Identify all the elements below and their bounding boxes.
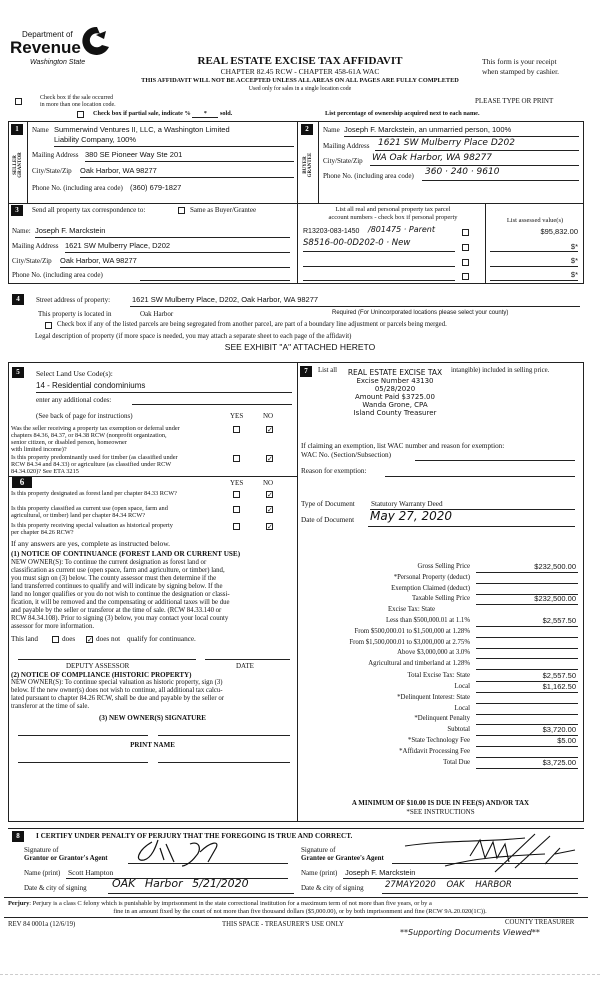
seller-city-label: City/State/Zip [32,167,72,175]
multi-location-label2: in more than one location code. [40,102,116,108]
personal-property-checkbox[interactable] [462,244,469,251]
seller-phone[interactable]: (360) 679-1827 [130,183,182,192]
question-text: chapters 84.36, 84.37, or 84.38 RCW (nonprofit organization, [11,432,167,439]
see-instructions-note: *SEE INSTRUCTIONS [406,808,475,816]
question-text: senior citizen, or disabled person, homeowner [11,439,127,446]
grantor-date-city[interactable]: OAK Harbor 5/21/2020 [112,877,249,890]
corr-city-label: City/State/Zip [12,257,52,265]
underline [476,604,578,605]
divider [4,897,588,898]
tax-row-label: Excise Tax: State [388,606,435,614]
underline [85,161,294,162]
multi-location-label: Check box if the sale occurred [40,95,114,101]
question-text: Was the seller receiving a property tax exemption or deferral under [11,425,180,432]
underline [476,648,578,649]
divider [297,362,298,822]
partial-sale-checkbox[interactable] [77,111,84,118]
assessed-value[interactable]: $* [570,242,578,251]
treasurer-space-label: THIS SPACE - TREASURER'S USE ONLY [222,921,344,928]
notice-line: and payable by the seller or transferor at the time of sale. (RCW 84.33.140 or [11,607,222,614]
assessed-value[interactable]: $* [570,270,578,279]
assessed-value-header: List assessed value(s) [506,217,564,224]
section-8-number: 8 [12,831,24,842]
tax-row-value[interactable]: $3,725.00 [542,757,576,767]
document-type[interactable]: Statutory Warranty Deed [371,500,443,508]
land-use-label: Select Land Use Code(s): [36,369,113,378]
required-note: Required (For Unincorporated locations please select your county) [332,310,509,316]
divider [27,121,28,203]
underline [476,692,578,693]
list-all-label: List all [318,367,338,374]
section-7-number: 7 [300,366,312,377]
question-historic-2: per chapter 84.26 RCW? [11,529,74,536]
qualify-label: qualify for continuance. [127,635,196,643]
assessed-value[interactable]: $* [570,256,578,265]
grantor-agent-label: Grantor or Grantor's Agent [24,854,108,862]
legal-description-label: Legal description of property (if more space is needed, you may attach a separate sheet to each page of the affidavit) [35,333,352,340]
underline [476,658,578,659]
tax-row-label: Total Due [443,758,470,766]
deputy-date-line[interactable] [205,659,290,660]
divider [8,203,584,204]
buyer-city-label: City/State/Zip [323,157,363,165]
notice-line: RCW 84.34.108). Prior to signing (3) below, you may contact your local county [11,615,229,622]
corr-mail-label: Mailing Address [12,242,59,250]
does-not-checkbox-checked[interactable]: ✓ [87,636,93,644]
does-checkbox[interactable] [52,636,59,643]
underline [35,237,290,238]
tax-row-value[interactable]: $5.00 [557,736,576,745]
certification-title: I CERTIFY UNDER PENALTY OF PERJURY THAT THE FOREGOING IS TRUE AND CORRECT. [36,832,353,840]
underline [368,526,575,527]
tax-row-label: *Personal Property (deduct) [393,573,470,581]
underline [65,252,290,253]
tax-row-label: Taxable Selling Price [411,595,470,603]
logo-line3: Washington State [30,59,86,66]
if-any-yes-note: If any answers are yes, complete as instructed below. [11,539,171,548]
question-forest-land: Is this property designated as forest land per chapter 84.33 RCW? [11,490,177,497]
notice-line: land transferred continues to qualify and will indicate by signing below. If the [11,583,223,590]
underline [422,180,579,181]
deputy-assessor-signature-line[interactable] [18,659,196,660]
grantee-date-city-label: Date & city of signing [301,884,364,892]
notice-line: lated pursuant to chapter 84.26 RCW, shall be due and payable by the seller or [11,695,225,702]
yes-checkbox[interactable] [233,491,240,498]
grantee-name-label: Name (print) [301,869,338,877]
tax-row-label: Total Excise Tax: State [407,672,470,680]
chapter-line: CHAPTER 82.45 RCW - CHAPTER 458-61A WAC [220,67,380,76]
used-only-line: Used only for sales in a single location code [248,86,352,92]
corr-phone-label: Phone No. (including area code) [12,271,103,279]
grantee-agent-label: Grantee or Grantee's Agent [301,854,384,862]
underline [343,878,578,879]
stamp-line: Amount Paid $3725.00 [355,393,435,401]
parcel-note[interactable]: S8516-00-0D202-0 · New [303,238,411,248]
reason-label: Reason for exemption: [301,467,367,475]
underline [476,626,578,627]
section-1-number: 1 [11,124,23,135]
street-address[interactable]: 1621 SW Mulberry Place, D202, Oak Harbor, WA 98277 [132,295,319,304]
section-3-number: 3 [11,205,23,216]
does-label: does [62,635,76,643]
supporting-documents-stamp: **Supporting Documents Viewed** [400,928,540,937]
grantor-name-label: Name (print) [24,869,61,877]
buyer-name-label: Name [323,126,340,134]
notice-line: transferor at the time of sale. [11,703,90,710]
segregated-label: Check box if any of the listed parcels are being segregated from another parcel, are part of a boundary line adjustment or parcels being merged. [57,321,447,328]
stamp-line: Wanda Grone, CPA [362,401,428,409]
print-name-line[interactable] [158,762,290,763]
question-current-use: Is this property classified as current use (open space, farm and [11,505,168,512]
list-pct-label: List percentage of ownership acquired next to each name. [325,110,480,117]
logo-line2: Revenue [10,38,81,57]
tax-row-label: Subtotal [447,726,470,734]
parcel-header2: account numbers - check box if personal property [328,214,458,221]
underline [54,146,294,147]
underline [476,669,578,670]
tax-row-label: Local [454,683,470,690]
parcel-header: List all real and personal property tax parcel [335,206,451,213]
divider [8,476,297,477]
seller-grantor-label: SELLER GRANTOR [13,152,23,178]
document-date-label: Date of Document [301,516,355,524]
no-checkbox-checked[interactable]: ✓ [267,491,273,499]
underline [476,703,578,704]
yes-header: YES [230,479,244,487]
divider [318,121,319,203]
partial-sale-label: Check box if partial sale, indicate % * sold. [93,110,233,117]
notice-line: fication, it will be removed and the compensating or additional taxes will be due [11,599,230,606]
new-owner-signature-line[interactable] [18,735,148,736]
no-header: NO [263,479,274,487]
print-name-label: PRINT NAME [130,741,175,749]
underline [108,893,294,894]
notice-line: below. If the new owner(s) does not wish to continue, all additional tax calcu- [11,687,223,694]
underline [344,136,579,137]
section-4-number: 4 [12,294,24,305]
personal-property-checkbox[interactable] [462,229,469,236]
underline [303,280,455,281]
corr-mail[interactable]: 1621 SW Mulberry Place, D202 [65,241,171,250]
corr-city[interactable]: Oak Harbor, WA 98277 [60,256,137,265]
underline [490,251,578,252]
deputy-assessor-label: DEPUTY ASSESSOR [66,662,130,670]
document-date[interactable]: May 27, 2020 [370,509,453,523]
receipt-line1: This form is your receipt [482,57,557,66]
underline [382,893,578,894]
multi-location-checkbox[interactable] [15,98,22,105]
divider [297,121,298,284]
underline [370,165,579,166]
buyer-phone[interactable]: 360 · 240 · 9610 [425,167,500,177]
seller-mail[interactable]: 380 SE Pioneer Way Ste 201 [85,150,183,159]
corr-name[interactable]: Joseph F. Marckstein [35,226,106,235]
tax-row-label: From $1,500,000.01 to $3,000,000 at 2.75% [349,638,470,646]
parcel-note: /801475 · Parent [368,225,436,234]
tax-row-label: Above $3,000,000 at 3.0% [397,649,470,657]
section-2-number: 2 [301,124,313,135]
seller-mail-label: Mailing Address [32,151,79,159]
wac-field[interactable] [415,460,575,461]
parcel-number[interactable]: R13203-083-1450 [303,228,360,235]
underline [140,280,290,281]
buyer-grantee-label: BUYER GRANTEE [303,152,313,178]
perjury-notice [8,900,432,907]
underline [36,392,292,393]
yes-checkbox[interactable] [233,506,240,513]
grantee-printed-name[interactable]: Joseph F. Marckstein [345,868,416,877]
no-checkbox-checked[interactable]: ✓ [267,506,273,514]
tax-row-label: Less than $500,000.01 at 1.1% [385,617,470,624]
question-historic: Is this property receiving special valuation as historical property [11,522,173,529]
segregated-checkbox[interactable] [45,322,52,329]
logo-line1: Department of [22,30,73,39]
seller-name-label: Name [32,126,49,134]
buyer-city[interactable]: WA Oak Harbor, WA 98277 [372,153,493,163]
buyer-mail[interactable]: 1621 SW Mulberry Place D202 [378,138,515,148]
tax-row-value[interactable]: $232,500.00 [534,562,576,571]
divider [485,203,486,284]
underline [476,572,578,573]
document-type-label: Type of Document [301,500,355,508]
notice-line: you must sign on (3) below. The county assessor must then determine if the [11,575,217,582]
tax-row-label: *Delinquent Interest: State [397,693,470,701]
no-checkbox-checked[interactable]: ✓ [267,426,273,434]
receipt-line2: when stamped by cashier. [482,67,560,76]
tax-row-label: Gross Selling Price [417,563,470,570]
question-text: Is this property predominantly used for timber (as classified under [11,454,178,461]
send-correspondence-label: Send all property tax correspondence to: [32,206,146,214]
grantor-date-city-label: Date & city of signing [24,884,87,892]
exemption-claim-label: If claiming an exemption, list WAC number and reason for exemption: [301,442,505,450]
this-land-label: This land [11,635,38,643]
warning-line: THIS AFFIDAVIT WILL NOT BE ACCEPTED UNLESS ALL AREAS ON ALL PAGES ARE FULLY COMPLETED [141,77,459,84]
scan-edge [0,974,600,975]
yes-checkbox[interactable] [233,455,240,462]
tax-row-label: *State Technology Fee [407,737,470,744]
notice-line: classification as current use (open space, farm and agriculture, or timber) land, [11,567,225,574]
new-owner-signature-line[interactable] [158,735,290,736]
underline [490,280,578,281]
question-text: RCW 84.34 and 84.33) or agriculture (as classified under RCW [11,461,172,468]
question-text: with limited income)? [11,446,67,453]
underline [80,177,294,178]
underline [60,267,290,268]
yes-header: YES [230,412,244,420]
perjury-text-2: fine in an amount fixed by the court of not more than five thousand dollars ($5,000.00), or by both imprisonment and fine (RCW 9A.20.020(1C)). [113,908,487,915]
underline [476,637,578,638]
tax-row-value[interactable]: $1,162.50 [542,682,576,691]
yes-checkbox[interactable] [233,426,240,433]
question-current-use-2: agricultural, or timber) land per chapter 84.34 RCW? [11,512,146,519]
located-in-value[interactable]: Oak Harbor [140,310,174,318]
additional-codes-field[interactable] [132,404,292,405]
notice-line: NEW OWNER(S): To continue the current designation as forest land or [11,559,207,566]
tax-row-label: Agricultural and timberland at 1.28% [368,660,470,668]
list-all-label-tail: intangible) included in selling price. [451,367,550,374]
divider [4,917,588,918]
additional-codes-label: enter any additional codes: [36,396,112,404]
grantee-signature-label: Signature of [301,846,336,854]
seller-name[interactable]: Summerwind Ventures II, LLC, a Washington Limited [54,125,230,134]
perjury-text: : Perjury is a class C felony which is punishable by imprisonment in the state correctional institution for a maximum term of not more than five years, or by a [29,900,432,907]
tax-row-label: *Affidavit Processing Fee [399,747,470,755]
corr-name-label: Name: [12,227,31,235]
same-as-buyer-label: Same as Buyer/Grantee [190,206,257,214]
stamp-line: Excise Number 43130 [356,377,434,385]
tax-row-label: From $500,000.01 to $1,500,000 at 1.28% [354,627,470,635]
partial-pct-field[interactable]: * [192,110,218,118]
date-label: DATE [236,662,254,670]
personal-property-checkbox[interactable] [462,259,469,266]
buyer-name[interactable]: Joseph F. Marckstein, an unmarried person, 100% [344,125,512,134]
underline [375,150,579,151]
tax-row-value[interactable]: $2,557.50 [542,671,576,681]
buyer-mail-label: Mailing Address [323,142,370,150]
seller-phone-label: Phone No. (including area code) [32,184,123,192]
same-as-buyer-checkbox[interactable] [178,207,185,214]
grantor-signature-label: Signature of [24,846,59,854]
underline [476,714,578,715]
seller-city[interactable]: Oak Harbor, WA 98277 [80,166,157,175]
minimum-due-note: A MINIMUM OF $10.00 IS DUE IN FEE(S) AND/OR TAX [351,799,530,807]
grantor-signature [130,838,250,868]
notice-line: assessor for more information. [11,623,95,630]
street-address-label: Street address of property: [36,296,111,304]
located-in-label: This property is located in [38,310,112,318]
underline [303,266,455,267]
wac-label: WAC No. (Section/Subsection) [301,451,392,459]
notice-continuance-title: (1) NOTICE OF CONTINUANCE (FOREST LAND OR CURRENT USE) [11,550,241,558]
grantor-printed-name[interactable]: Scott Hampton [68,868,114,877]
notice-compliance-title: (2) NOTICE OF COMPLIANCE (HISTORIC PROPERTY) [11,671,192,679]
does-not-label: does not [96,635,121,643]
form-title: REAL ESTATE EXCISE TAX AFFIDAVIT [197,55,403,67]
county-treasurer-label: COUNTY TREASURER [505,919,575,926]
form-revision: REV 84 0001a (12/6/19) [8,921,76,928]
underline [476,746,578,747]
no-checkbox-checked[interactable]: ✓ [267,455,273,463]
perjury-label: Perjury [8,900,30,907]
personal-property-checkbox[interactable] [462,273,469,280]
legal-description[interactable]: SEE EXHIBIT "A" ATTACHED HERETO [224,342,376,352]
underline [476,768,578,769]
tax-row-label: Exemption Claimed (deduct) [391,584,470,592]
notice-line: NEW OWNER(S): To continue special valuation as historic property, sign (3) [11,679,223,686]
tax-row-value[interactable]: $2,557.50 [542,616,576,625]
logo-swoosh-icon [82,25,112,57]
section-6-number: 6 [12,477,32,488]
section-5-number: 5 [12,367,24,378]
underline [130,306,580,307]
stamp-line: Island County Treasurer [353,409,437,417]
no-header: NO [263,412,274,420]
notice-line: land no longer qualifies or you do not wish to continue the designation or classi- [11,591,230,598]
land-use-code[interactable]: 14 - Residential condominiums [36,381,146,390]
question-text: 84.34.020)? See ETA 3215 [11,468,79,475]
assessed-value[interactable]: $95,832.00 [540,227,578,236]
underline [476,583,578,584]
no-checkbox-checked[interactable]: ✓ [267,523,273,531]
see-back-label: (See back of page for instructions) [36,412,133,420]
grantee-date-city[interactable]: 27MAY2020 OAK HARBOR [385,880,512,890]
underline [303,251,455,252]
buyer-phone-label: Phone No. (including area code) [323,172,414,180]
stamp-line: REAL ESTATE EXCISE TAX [347,368,443,377]
print-name-line[interactable] [18,762,148,763]
new-owner-signature-label: (3) NEW OWNER(S) SIGNATURE [99,714,206,722]
seller-name-line2[interactable]: Liability Company, 100% [54,135,136,144]
tax-row-value[interactable]: $3,720.00 [542,725,576,735]
tax-row-value[interactable]: $232,500.00 [534,594,576,604]
reason-field[interactable] [385,476,575,477]
underline [490,266,578,267]
stamp-line: 05/28/2020 [374,385,416,393]
please-type-label: PLEASE TYPE OR PRINT [475,97,554,105]
yes-checkbox[interactable] [233,523,240,530]
tax-row-label: Local [454,704,470,712]
tax-row-label: *Delinquent Penalty [414,715,470,723]
